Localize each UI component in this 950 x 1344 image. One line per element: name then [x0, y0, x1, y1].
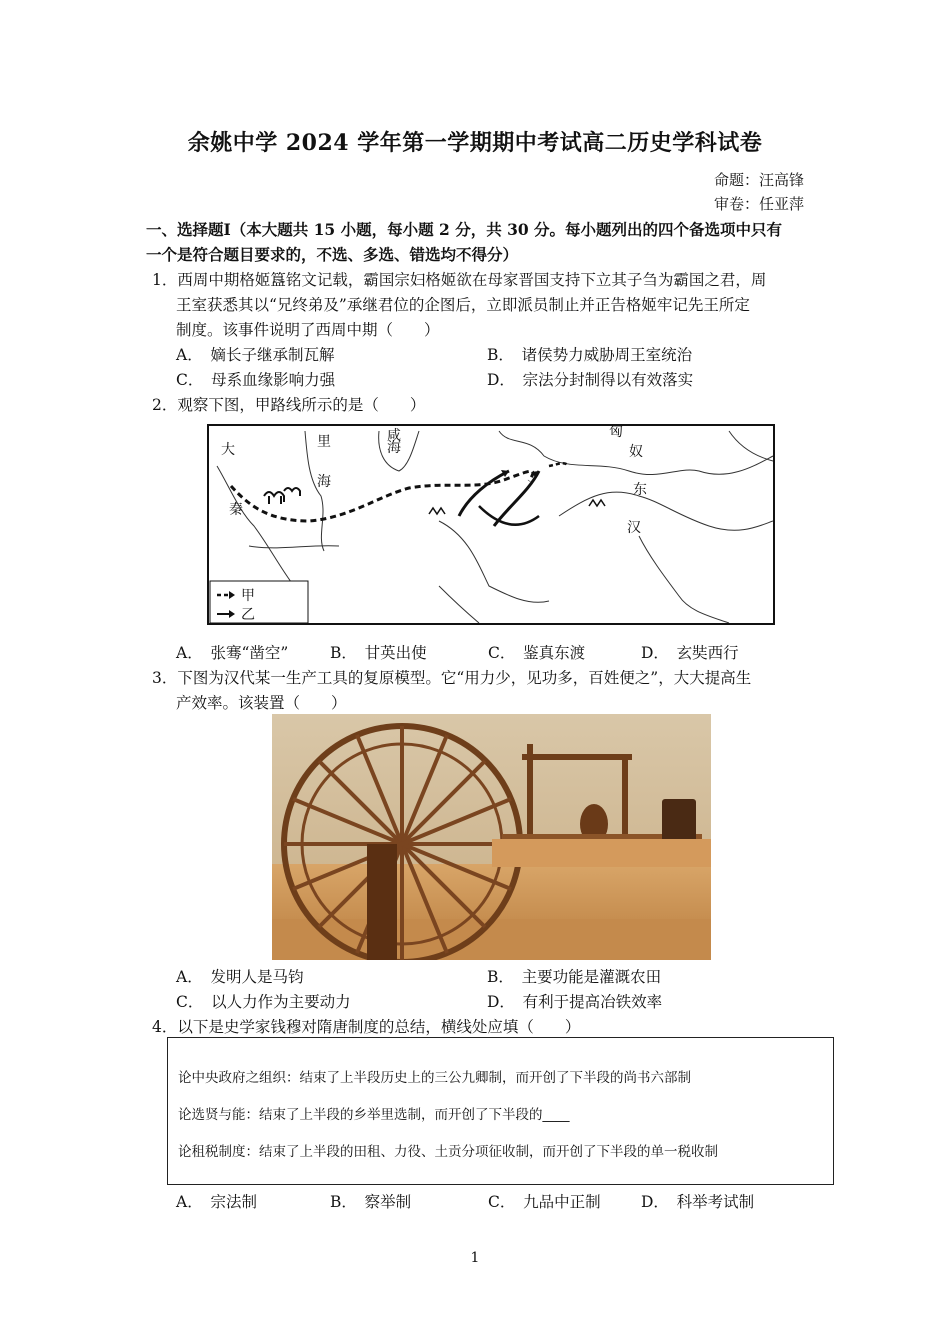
- section-heading: 一、选择题Ⅰ（本大题共 15 小题，每小题 2 分，共 30 分。每小题列出的四个备选项中只有: [146, 220, 783, 239]
- q3-option-d[interactable]: D． 有利于提高冶铁效率: [487, 993, 663, 1011]
- map-label-hai-2: 海: [387, 440, 401, 456]
- q1-option-c[interactable]: C． 母系血缘影响力强: [176, 371, 336, 389]
- q2-option-a[interactable]: A． 张骞“凿空”: [176, 644, 289, 662]
- exam-title: 余姚中学 2024 学年第一学期期中考试高二历史学科试卷: [187, 130, 763, 156]
- q2-option-d[interactable]: D． 玄奘西行: [641, 644, 739, 662]
- q3-stem: 3．下图为汉代某一生产工具的复原模型。它“用力少，见功多，百姓便之”，大大提高生: [152, 669, 752, 687]
- map-label-xiong: 匈: [609, 426, 623, 440]
- route-map: [207, 424, 775, 625]
- author-line: 命题：汪高锋: [713, 171, 804, 189]
- map-label-nu: 奴: [629, 444, 643, 460]
- q1-stem-3: 制度。该事件说明了西周中期（ ）: [176, 321, 440, 339]
- map-label-han: 汉: [627, 520, 641, 536]
- q1-option-a[interactable]: A． 嫡长子继承制瓦解: [176, 346, 335, 364]
- q2-stem: 2．观察下图，甲路线所示的是（ ）: [152, 396, 426, 414]
- q4-option-d[interactable]: D． 科举考试制: [641, 1193, 755, 1211]
- q4-option-c[interactable]: C． 九品中正制: [488, 1193, 601, 1211]
- q1-stem-2: 王室获悉其以“兄终弟及”承继君位的企图后，立即派员制止并正告格姬牢记先王所定: [176, 296, 750, 314]
- q4-option-a[interactable]: A． 宗法制: [176, 1193, 257, 1211]
- q4-stem: 4．以下是史学家钱穆对隋唐制度的总结，横线处应填（ ）: [152, 1018, 581, 1036]
- q3-option-c[interactable]: C． 以人力作为主要动力: [176, 993, 351, 1011]
- q2-option-c[interactable]: C． 鉴真东渡: [488, 644, 586, 662]
- page-number: 1: [470, 1250, 480, 1266]
- q1-option-b[interactable]: B． 诸侯势力威胁周王室统治: [487, 346, 693, 364]
- quote-line-2: 论选贤与能：结束了上半段的乡举里选制，而开创了下半段的____: [178, 1107, 570, 1123]
- section-heading-cont: 一个是符合题目要求的，不选、多选、错选均不得分）: [146, 245, 519, 264]
- map-label-hai: 海: [317, 474, 331, 490]
- q4-option-b[interactable]: B． 察举制: [330, 1193, 412, 1211]
- map-label-dong: 东: [633, 482, 647, 498]
- reviewer-line: 审卷：任亚萍: [713, 195, 804, 213]
- map-label-li: 里: [317, 434, 331, 450]
- q3-stem-2: 产效率。该装置（ ）: [176, 694, 347, 712]
- quote-line-3: 论租税制度：结束了上半段的田租、力役、土贡分项征收制，而开创了下半段的单一税收制: [178, 1144, 718, 1160]
- legend-yi: 乙: [241, 607, 255, 623]
- legend-jia: 甲: [241, 588, 255, 604]
- q2-option-b[interactable]: B． 甘英出使: [330, 644, 427, 662]
- q1-option-d[interactable]: D． 宗法分封制得以有效落实: [487, 371, 694, 389]
- water-wheel-photo: [272, 714, 711, 960]
- quote-line-1: 论中央政府之组织：结束了上半段历史上的三公九卿制，而开创了下半段的尚书六部制: [178, 1070, 691, 1086]
- q3-option-b[interactable]: B． 主要功能是灌溉农田: [487, 968, 662, 986]
- q3-option-a[interactable]: A． 发明人是马钧: [176, 968, 304, 986]
- map-label-xian: 咸: [387, 428, 401, 444]
- q1-stem: 1．西周中期格姬簋铭文记载，霸国宗妇格姬欲在母家晋国支持下立其子刍为霸国之君，周: [152, 271, 767, 289]
- map-label-da: 大: [221, 442, 235, 458]
- map-label-qin: 秦: [229, 502, 243, 518]
